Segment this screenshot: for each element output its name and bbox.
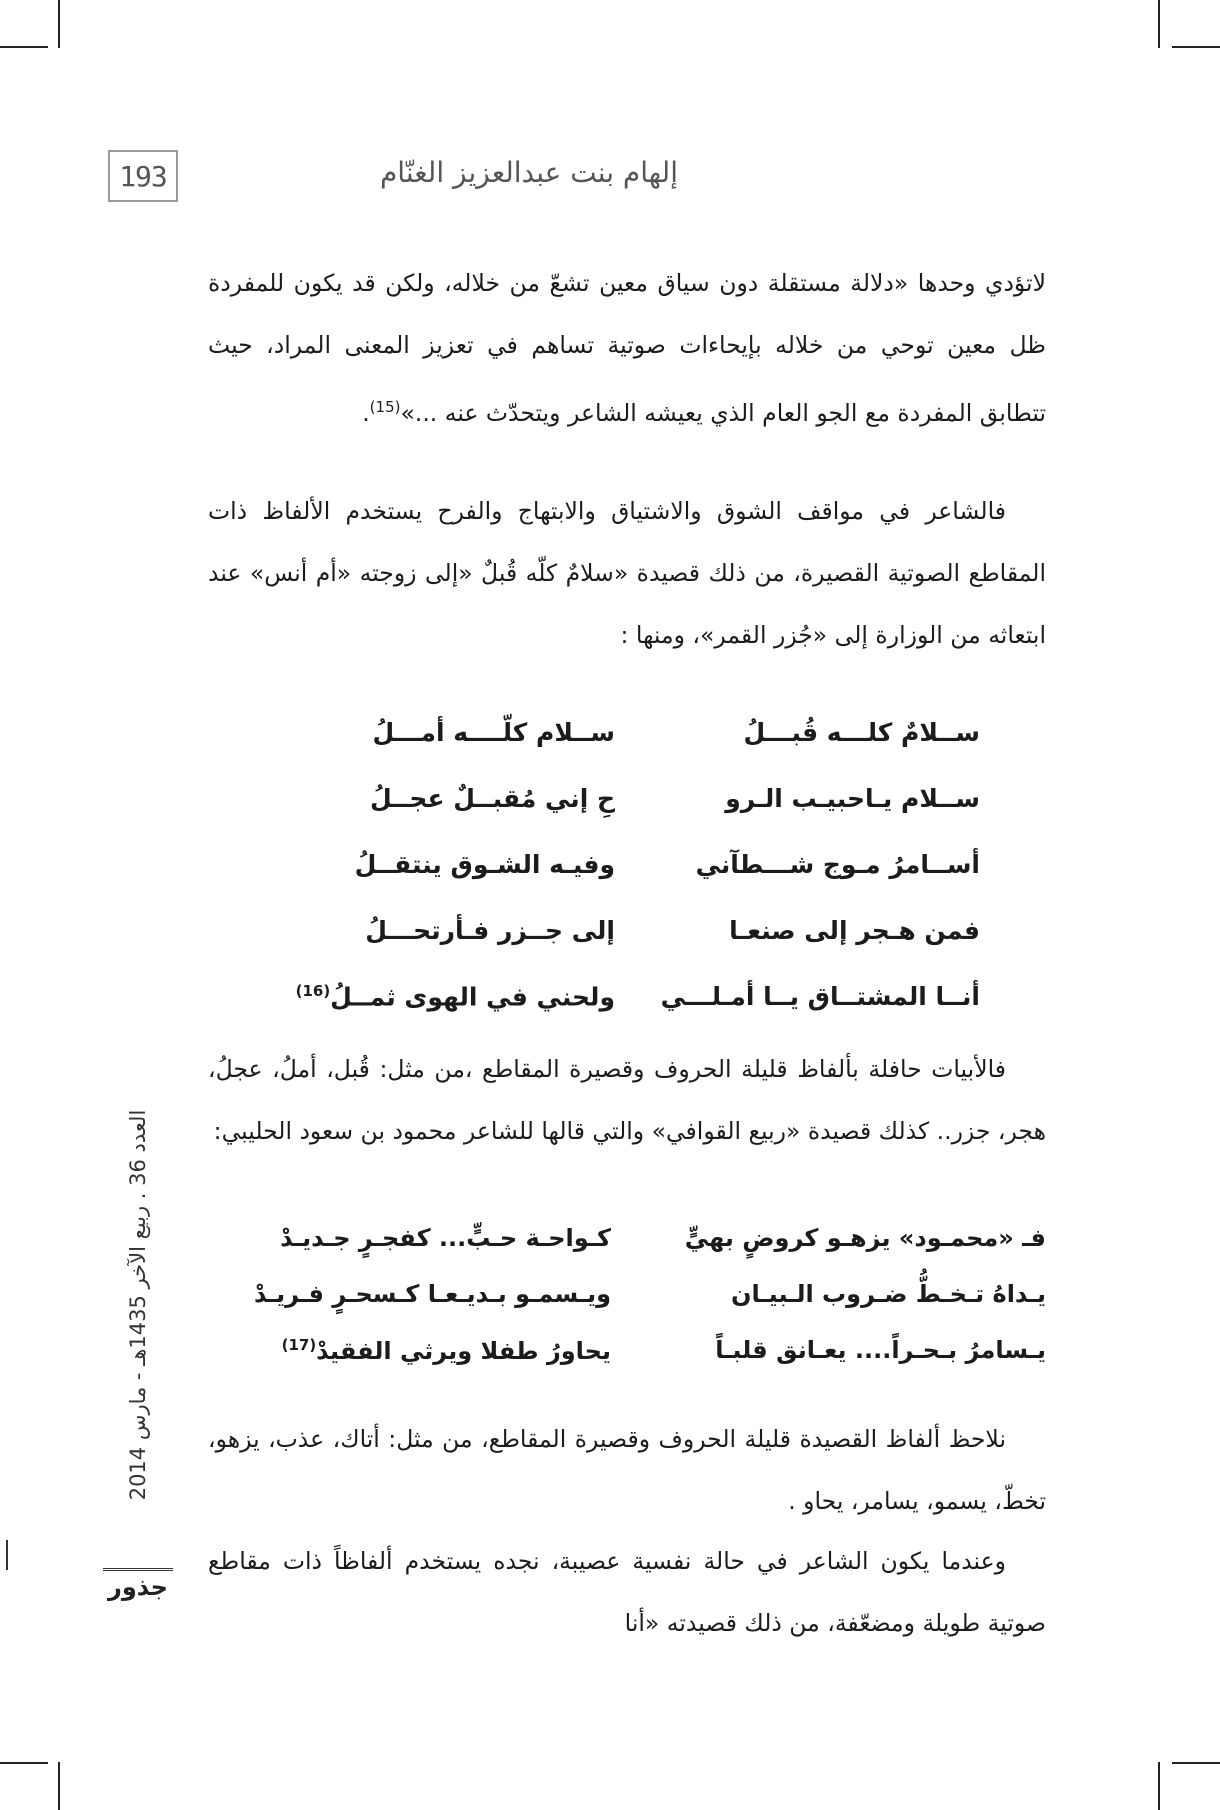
poem-2 xyxy=(206,1218,1046,1386)
verse xyxy=(270,976,980,1042)
crop-mark xyxy=(1172,1762,1220,1764)
crop-mark xyxy=(1158,0,1160,48)
crop-mark xyxy=(1172,46,1220,48)
page-header xyxy=(108,150,1108,210)
verse-second-hemistich: يحاورُ طفلا ويرثي الفقيدْ$^{(17)}$ xyxy=(281,1336,611,1365)
verse-first-hemistich: أســامرُ مـوج شـــطآني xyxy=(695,850,980,879)
verse xyxy=(270,910,980,976)
footnote-ref: (15) xyxy=(369,398,401,416)
poem-1 xyxy=(270,712,980,1042)
paragraph-1: لاتؤدي وحدها «دلالة مستقلة دون سياق معين تشعّ من خلاله، ولكن قد يكون للمفردة ظل معين توحي من خلاله بإيحاءات صوتية تساهم في تعزيز المعنى المراد، حيث تتطابق المفردة مع الجو العام الذي يعيشه الشاعر ويتحدّث عنه ...»$^{(15)}$. xyxy=(208,269,1046,427)
paragraph-text: لاتؤدي وحدها «دلالة مستقلة دون سياق معين تشعّ من خلاله، ولكن قد يكون للمفردة ظل معين توحي من خلاله بإيحاءات صوتية تساهم في تعزيز المعنى المراد، حيث تتطابق المفردة مع الجو العام الذي يعيشه الشاعر ويتحدّث عنه ...» xyxy=(208,269,1046,427)
verse xyxy=(206,1274,1046,1330)
paragraph-text: وعندما يكون الشاعر في حالة نفسية عصيبة، نجده يستخدم ألفاظاً ذات مقاطع صوتية طويلة ومضعّفة، من ذلك قصيدته «أنا xyxy=(208,1547,1046,1637)
verse-first-hemistich: يـداهُ تـخـطُّ ضـروب الـبيـان xyxy=(730,1280,1046,1308)
verse-first-hemistich: فـ «محمـود» يزهـو كروضٍ بهيٍّ xyxy=(684,1224,1046,1252)
verse xyxy=(206,1218,1046,1274)
verse-second-hemistich: كـواحـة حـبٍّ... كفجـرٍ جـديـدْ xyxy=(280,1224,611,1252)
page-number: 193 xyxy=(108,150,178,202)
divider xyxy=(6,1540,8,1570)
verse xyxy=(270,844,980,910)
issue-info: العدد 36 . ربيع الآخر 1435هـ - مارس 2014 xyxy=(126,1109,150,1501)
verse-second-hemistich: إلى جــزر فـأرتحـــلُ xyxy=(365,916,615,945)
footnote-ref: (17) xyxy=(281,1336,317,1354)
verse-second-hemistich: ســلام كلّــــه أمـــلُ xyxy=(372,718,615,747)
author-name: إلهام بنت عبدالعزيز الغنّام xyxy=(379,156,678,189)
journal-logo: جذور xyxy=(103,1568,173,1617)
verse-second-hemistich: ويـسمـو بـديـعـا كـسحـرٍ فـريـدْ xyxy=(254,1280,611,1308)
paragraph-3 xyxy=(208,1038,1046,1162)
verse xyxy=(206,1330,1046,1386)
crop-mark xyxy=(1158,1762,1160,1810)
verse-second-hemistich: حِ إني مُقبــلٌ عجــلُ xyxy=(370,784,615,813)
paragraph-4 xyxy=(208,1408,1046,1532)
verse-first-hemistich: أنــا المشتــاق يــا أمـلـــي xyxy=(660,982,980,1011)
verse xyxy=(270,712,980,778)
footnote-ref: (16) xyxy=(295,982,331,1000)
paragraph-text: فالشاعر في مواقف الشوق والاشتياق والابتهاج والفرح يستخدم الألفاظ ذات المقاطع الصوتية القصيرة، من ذلك قصيدة «سلامٌ كلّه قُبلٌ «إلى زوجته «أم أنس» عند ابتعاثه من الوزارة إلى «جُزر القمر»، ومنها : xyxy=(208,497,1046,649)
crop-mark xyxy=(58,0,60,48)
paragraph-text: نلاحظ ألفاظ القصيدة قليلة الحروف وقصيرة المقاطع، من مثل: أتاك، عذب، يزهو، تخطّ، يسمو، يسامر، يحاو . xyxy=(208,1425,1046,1515)
crop-mark xyxy=(0,1762,48,1764)
paragraph-2 xyxy=(208,480,1046,666)
paragraph-5 xyxy=(208,1530,1046,1654)
verse-first-hemistich: يـسامرُ بـحـراً.... يعـانق قلبـاً xyxy=(715,1336,1046,1364)
verse-second-hemistich: ولحني في الهوى ثمــلُ$^{(16)}$ xyxy=(295,982,615,1012)
crop-mark xyxy=(0,46,48,48)
verse xyxy=(270,778,980,844)
paragraph-text: فالأبيات حافلة بألفاظ قليلة الحروف وقصيرة المقاطع ،من مثل: قُبل، أملُ، عجلُ، هجر، جزر.. كذلك قصيدة «ربيع القوافي» والتي قالها للشاعر محمود بن سعود الحليبي: xyxy=(208,1055,1046,1145)
verse-first-hemistich: فمن هـجر إلى صنعـا xyxy=(729,916,980,945)
verse-first-hemistich: ســلامٌ كلـــه قُبـــلُ xyxy=(743,718,980,747)
verse-second-hemistich: وفيـه الشـوق ينتقــلُ xyxy=(354,850,615,879)
verse-first-hemistich: ســلام يـاحبيـب الـرو xyxy=(725,784,980,813)
issue-sidebar xyxy=(118,1075,158,1535)
crop-mark xyxy=(58,1762,60,1810)
